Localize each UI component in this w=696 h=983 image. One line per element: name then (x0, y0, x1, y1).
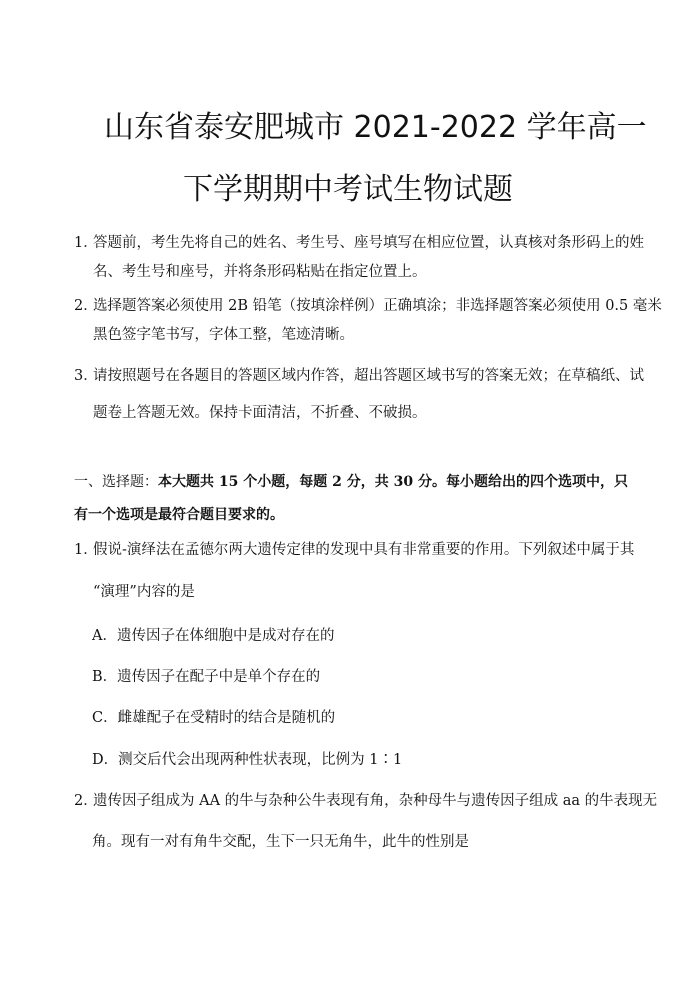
notice-text: 请按照题号在各题目的答题区域内作答，超出答题区域书写的答案无效；在草稿纸、试 (93, 368, 644, 384)
notice-text-cont: 题卷上答题无效。保持卡面清洁，不折叠、不破损。 (93, 405, 427, 421)
section-lead: 一、选择题： (74, 474, 158, 490)
option-d: D．测交后代会出现两种性状表现，比例为 1∶1 (92, 752, 403, 768)
notice-text: 选择题答案必须使用 2B 铅笔（按填涂样例）正确填涂；非选择题答案必须使用 0.5 毫米 (93, 298, 662, 314)
question-number: 1． (74, 542, 98, 558)
page-title-line-1: 山东省泰安肥城市 2021-2022 学年高一 (104, 110, 647, 145)
question-number: 2． (74, 793, 98, 809)
notice-number: 3． (74, 368, 98, 384)
page-title-line-2: 下学期期中考试生物试题 (183, 172, 513, 207)
notice-number: 1． (74, 235, 98, 251)
notice-item-3 (74, 358, 644, 432)
section-instructions: 本大题共 15 个小题，每题 2 分，共 30 分。每小题给出的四个选项中，只有一个选项是最符合题目要求的。 (74, 474, 628, 523)
notice-item-1 (74, 229, 644, 287)
question-1 (74, 538, 634, 559)
question-stem: 遗传因子组成为 AA 的牛与杂种公牛表现有角，杂种母牛与遗传因子组成 aa 的牛表现无 (93, 793, 658, 809)
option-c: C．雌雄配子在受精时的结合是随机的 (92, 710, 336, 726)
question-2-stem-cont: 角。现有一对有角牛交配，生下一只无角牛，此牛的性别是 (92, 834, 469, 850)
notice-text-cont: 名、考生号和座号，并将条形码粘贴在指定位置上。 (93, 264, 427, 280)
notice-item-2 (74, 292, 662, 350)
section-heading (74, 466, 630, 532)
option-a: A．遗传因子在体细胞中是成对存在的 (92, 628, 335, 644)
notice-number: 2． (74, 298, 98, 314)
question-1-stem-cont: “演理”内容的是 (93, 584, 195, 600)
notice-text: 答题前，考生先将自己的姓名、考生号、座号填写在相应位置，认真核对条形码上的姓 (93, 235, 644, 251)
question-stem: 假说-演绎法在孟德尔两大遗传定律的发现中具有非常重要的作用。下列叙述中属于其 (93, 542, 635, 558)
option-b: B．遗传因子在配子中是单个存在的 (92, 669, 321, 685)
notice-text-cont: 黑色签字笔书写，字体工整，笔迹清晰。 (93, 327, 354, 343)
question-2 (74, 789, 658, 810)
